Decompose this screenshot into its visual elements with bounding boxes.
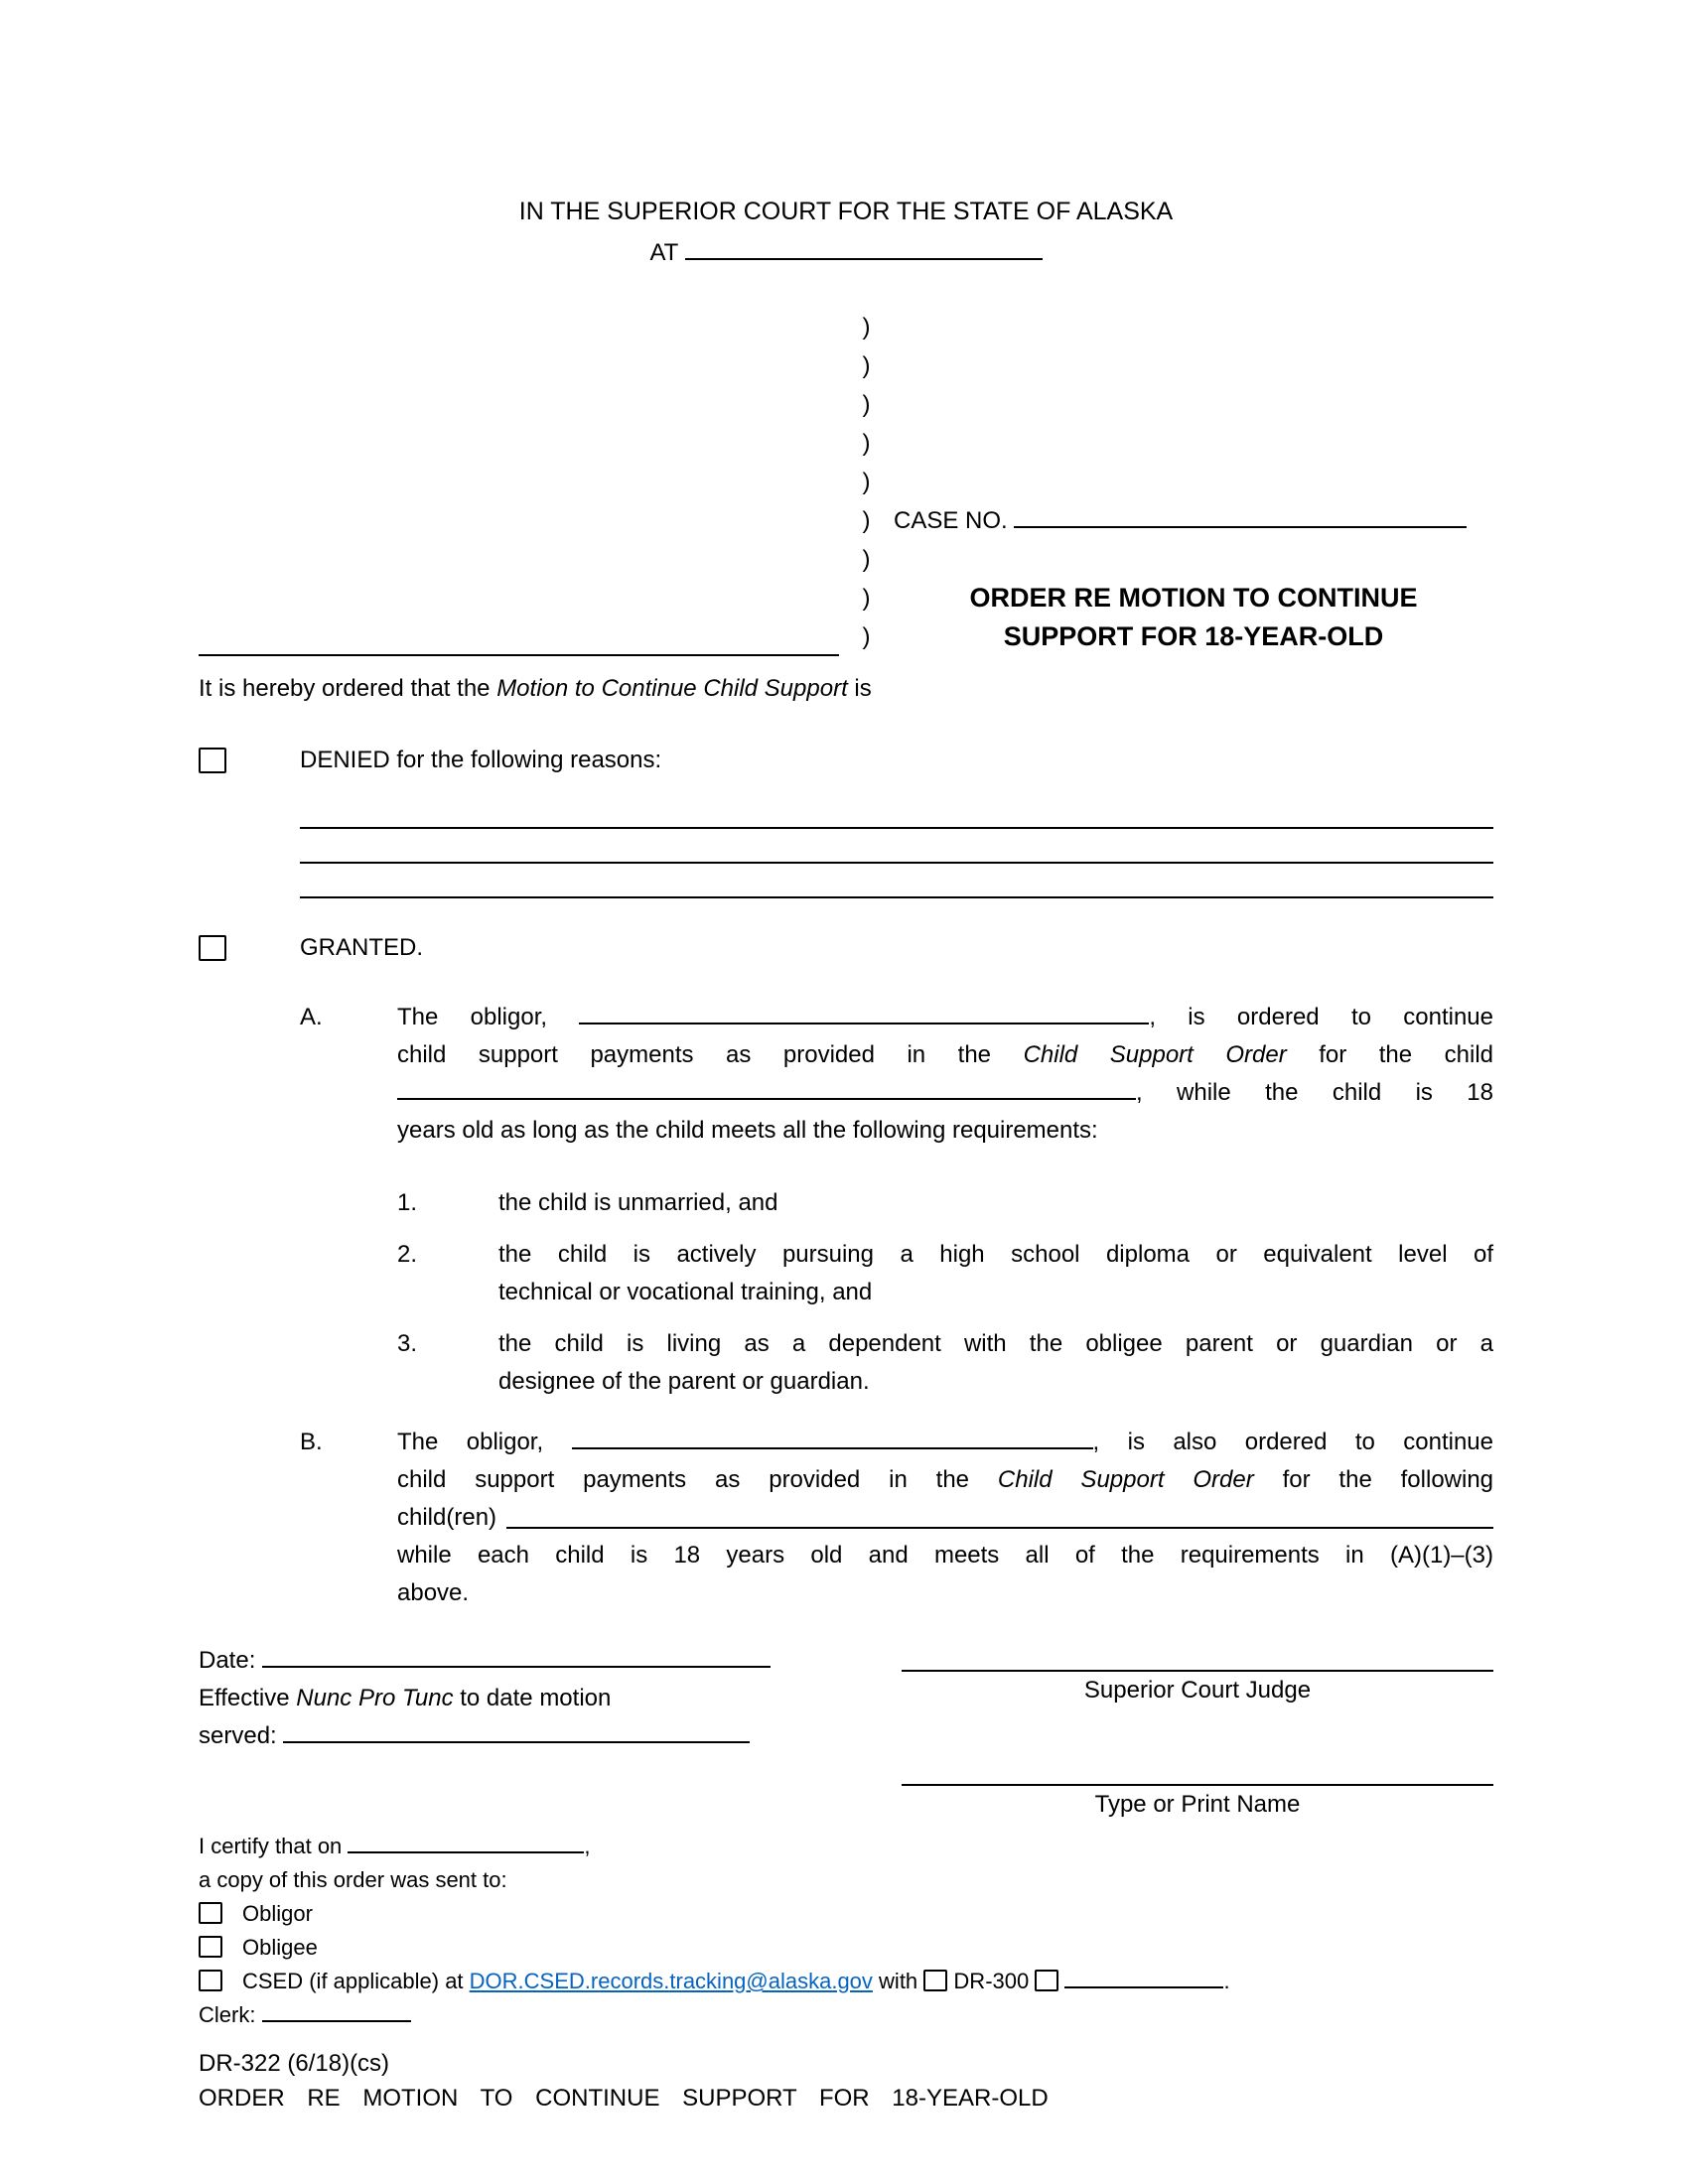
section-b-line1: [397, 1424, 1493, 1461]
clerk-label: Clerk:: [199, 2002, 256, 2027]
certify-pre: I certify that on: [199, 1834, 343, 1858]
list-item: [397, 1236, 1493, 1311]
signature-block: [199, 1642, 1493, 1824]
obligee-checkbox[interactable]: [199, 1936, 222, 1958]
case-number-row: [894, 501, 1467, 540]
section-a-line4: years old as long as the child meets all the following requirements:: [397, 1117, 1098, 1144]
certify-date-blank[interactable]: [348, 1832, 584, 1853]
certification-block: [199, 1830, 1493, 2032]
dr300-label: DR-300: [953, 1969, 1030, 1993]
intro-post: is: [854, 675, 872, 702]
judge-name-line[interactable]: [902, 1756, 1493, 1786]
form-title-line1: ORDER RE MOTION TO CONTINUE: [969, 583, 1418, 613]
item-3-text-line1: the child is living as a dependent with the obligee parent or guardian or a: [498, 1330, 1493, 1357]
signature-right-column: [902, 1642, 1493, 1824]
denied-checkbox[interactable]: [199, 748, 226, 773]
judge-signature-line[interactable]: [902, 1642, 1493, 1672]
section-a-text4: for the child: [1319, 1041, 1494, 1068]
item-2-number: 2.: [397, 1241, 418, 1268]
intro-italic: Motion to Continue Child Support: [496, 675, 848, 702]
date-blank[interactable]: [262, 1644, 771, 1668]
form-content: [199, 197, 1493, 2116]
court-location-row: [199, 236, 1493, 270]
certify-date-row: [199, 1830, 1493, 1863]
section-a-italic: Child Support Order: [1023, 1041, 1287, 1068]
section-a-line2: [397, 1036, 1493, 1074]
item-3-text-line2: designee of the parent or guardian.: [498, 1368, 870, 1395]
caption-paren: ): [862, 585, 871, 612]
date-row: [199, 1642, 854, 1680]
dr300-checkbox[interactable]: [923, 1970, 947, 1991]
section-b-line3: [397, 1499, 1493, 1537]
denied-reason-line-2[interactable]: [300, 829, 1493, 864]
section-a: [199, 999, 1493, 1150]
court-location-blank[interactable]: [685, 236, 1043, 260]
effective-post: to date motion: [460, 1685, 612, 1711]
form-title: [894, 579, 1493, 656]
clerk-row: [199, 1998, 1493, 2032]
section-b-text2: , is also ordered to continue: [1092, 1429, 1494, 1455]
at-label: AT: [649, 239, 678, 266]
party-name-line[interactable]: [199, 654, 839, 656]
list-item: [397, 1325, 1493, 1401]
section-b-line4: while each child is 18 years old and meets all of the requirements in (A)(1)–(3): [397, 1542, 1493, 1569]
denied-label: DENIED for the following reasons:: [300, 747, 662, 773]
obligor-name-blank-b[interactable]: [572, 1426, 1093, 1449]
granted-option: [199, 929, 1493, 967]
section-b: [199, 1424, 1493, 1612]
granted-label: GRANTED.: [300, 934, 424, 961]
court-header: IN THE SUPERIOR COURT FOR THE STATE OF ALASKA: [518, 198, 1174, 225]
type-print-label: Type or Print Name: [1094, 1791, 1301, 1818]
requirements-list: [397, 1184, 1493, 1401]
effective-label: Effective: [199, 1685, 290, 1711]
children-names-blank-b[interactable]: [506, 1499, 1493, 1529]
section-b-body: [397, 1424, 1493, 1612]
section-a-body: [397, 999, 1493, 1150]
caption-parens: [839, 308, 894, 656]
caption-paren: ): [862, 507, 871, 534]
item-1-number: 1.: [397, 1189, 418, 1216]
caption-paren: ): [862, 469, 871, 495]
list-item: [397, 1184, 1493, 1222]
obligor-label: Obligor: [242, 1901, 313, 1926]
section-b-line5: above.: [397, 1579, 470, 1606]
effective-row: [199, 1680, 854, 1717]
csed-with: with: [879, 1969, 918, 1993]
certify-suffix: ,: [584, 1834, 591, 1858]
other-attachment-blank[interactable]: [1064, 1967, 1223, 1988]
obligor-name-blank-a[interactable]: [579, 1001, 1149, 1024]
section-a-line1: [397, 999, 1493, 1036]
form-footer: [199, 2046, 1493, 2116]
csed-suffix: .: [1223, 1969, 1230, 1993]
item-2-text-line1: the child is actively pursuing a high school diploma or equivalent level of: [498, 1241, 1493, 1268]
caption-paren: ): [862, 623, 871, 650]
judge-label: Superior Court Judge: [1083, 1677, 1312, 1704]
obligor-row: [199, 1897, 1493, 1931]
case-no-label: CASE NO.: [894, 507, 1008, 534]
item-1-text: the child is unmarried, and: [498, 1189, 778, 1216]
section-b-text1: The obligor,: [397, 1429, 544, 1455]
signature-left-column: [199, 1642, 854, 1824]
caption-paren: ): [862, 546, 871, 573]
granted-checkbox[interactable]: [199, 935, 226, 961]
served-date-blank[interactable]: [283, 1719, 750, 1743]
csed-row: [199, 1965, 1493, 1998]
section-a-text5: , while the child is 18: [1136, 1079, 1493, 1106]
caption-paren: ): [862, 352, 871, 379]
served-label: served:: [199, 1722, 277, 1749]
csed-pre: CSED (if applicable) at: [242, 1969, 464, 1993]
signature-spacer: [902, 1709, 1493, 1756]
section-a-label: A.: [300, 1004, 323, 1030]
caption-paren: ): [862, 430, 871, 457]
copy-sent-line: a copy of this order was sent to:: [199, 1867, 507, 1892]
item-3-number: 3.: [397, 1330, 418, 1357]
denied-reason-line-1[interactable]: [300, 779, 1493, 829]
denied-option: [199, 742, 1493, 779]
section-a-text3: child support payments as provided in the: [397, 1041, 992, 1068]
denied-reason-line-3[interactable]: [300, 864, 1493, 898]
case-number-blank[interactable]: [1014, 504, 1467, 528]
nunc-pro-tunc-italic: Nunc Pro Tunc: [296, 1685, 454, 1711]
csed-email-link[interactable]: DOR.CSED.records.tracking@alaska.gov: [469, 1969, 873, 1993]
child-name-blank-a[interactable]: [397, 1076, 1136, 1100]
footer-title: ORDER RE MOTION TO CONTINUE SUPPORT FOR 18-YEAR-OLD: [199, 2085, 1049, 2112]
section-a-text1: The obligor,: [397, 1004, 548, 1030]
section-b-label: B.: [300, 1429, 323, 1455]
obligor-checkbox[interactable]: [199, 1902, 222, 1924]
caption-paren: ): [862, 314, 871, 341]
form-title-line2: SUPPORT FOR 18-YEAR-OLD: [1003, 621, 1384, 651]
caption-paren: ): [862, 391, 871, 418]
csed-checkbox[interactable]: [199, 1970, 222, 1991]
case-caption: [199, 308, 1493, 656]
obligee-label: Obligee: [242, 1935, 318, 1960]
obligee-row: [199, 1931, 1493, 1965]
section-b-text5: child(ren): [397, 1504, 497, 1531]
section-b-italic: Child Support Order: [997, 1466, 1254, 1493]
section-b-line2: [397, 1461, 1493, 1499]
item-2-text-line2: technical or vocational training, and: [498, 1279, 873, 1305]
other-attachment-checkbox[interactable]: [1035, 1970, 1058, 1991]
intro-pre: It is hereby ordered that the: [199, 675, 491, 702]
section-a-text2: , is ordered to continue: [1149, 1004, 1493, 1030]
section-b-text3: child support payments as provided in the: [397, 1466, 970, 1493]
date-label: Date:: [199, 1647, 256, 1674]
form-number: DR-322 (6/18)(cs): [199, 2050, 390, 2077]
section-a-line3: [397, 1074, 1493, 1112]
section-b-text4: for the following: [1282, 1466, 1494, 1493]
served-row: [199, 1717, 854, 1755]
clerk-initials-blank[interactable]: [262, 2000, 411, 2022]
intro-text: [199, 670, 1493, 708]
